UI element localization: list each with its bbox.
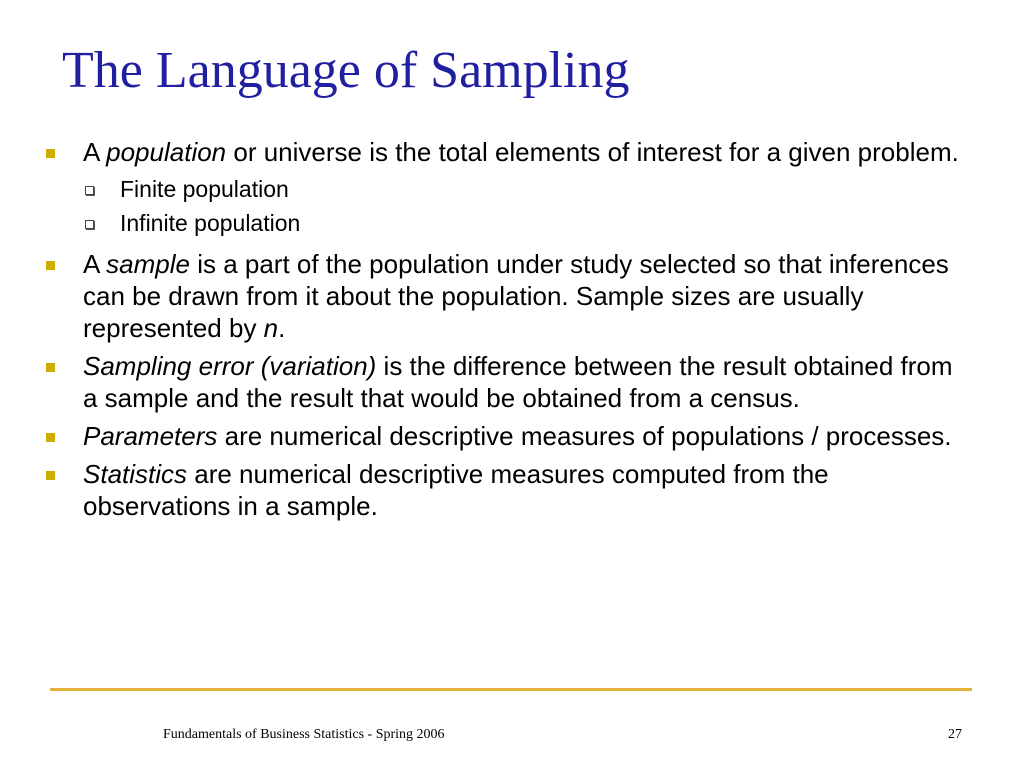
bullet-variable: n	[263, 313, 279, 343]
checkbox-bullet-icon	[85, 220, 94, 229]
slide-body	[44, 136, 964, 528]
sub-bullet-finite	[44, 174, 964, 204]
bullet-text-pre: A	[83, 137, 107, 167]
bullet-sample	[44, 248, 964, 344]
bullet-square-icon	[46, 363, 55, 372]
bullet-term: population	[106, 137, 227, 167]
bullet-term: Sampling error (variation)	[83, 351, 377, 381]
sub-bullet-infinite	[44, 208, 964, 238]
bullet-text-post: are numerical descriptive measures computed from the observations in a sample.	[83, 459, 829, 521]
page-number: 27	[948, 727, 962, 742]
bullet-square-icon	[46, 261, 55, 270]
footer-text: Fundamentals of Business Statistics - Spring 2006	[163, 727, 445, 742]
bullet-text-post: are numerical descriptive measures of populations / processes.	[217, 421, 952, 451]
footer-divider	[50, 688, 972, 691]
bullet-text-end: .	[278, 313, 286, 343]
bullet-parameters	[44, 420, 964, 452]
bullet-term: Parameters	[83, 421, 218, 451]
bullet-square-icon	[46, 149, 55, 158]
bullet-text-pre: A	[83, 249, 107, 279]
slide-title: The Language of Sampling	[62, 42, 630, 99]
bullet-square-icon	[46, 433, 55, 442]
bullet-text-post: or universe is the total elements of interest for a given problem.	[226, 137, 959, 167]
bullet-term: Statistics	[83, 459, 188, 489]
bullet-term: sample	[106, 249, 190, 279]
bullet-square-icon	[46, 471, 55, 480]
checkbox-bullet-icon	[85, 186, 94, 195]
sub-bullet-text: Infinite population	[120, 210, 301, 236]
sub-bullet-text: Finite population	[120, 176, 289, 202]
sub-bullet-list	[44, 174, 964, 238]
bullet-text-post: is the difference between the result obtained from a sample and the result that would be obtained from a census.	[83, 351, 953, 413]
bullet-statistics	[44, 458, 964, 522]
bullet-sampling-error	[44, 350, 964, 414]
bullet-population	[44, 136, 964, 168]
bullet-text-post: is a part of the population under study selected so that inferences can be drawn from it about the population. Sample sizes are usually represented by	[83, 249, 949, 343]
